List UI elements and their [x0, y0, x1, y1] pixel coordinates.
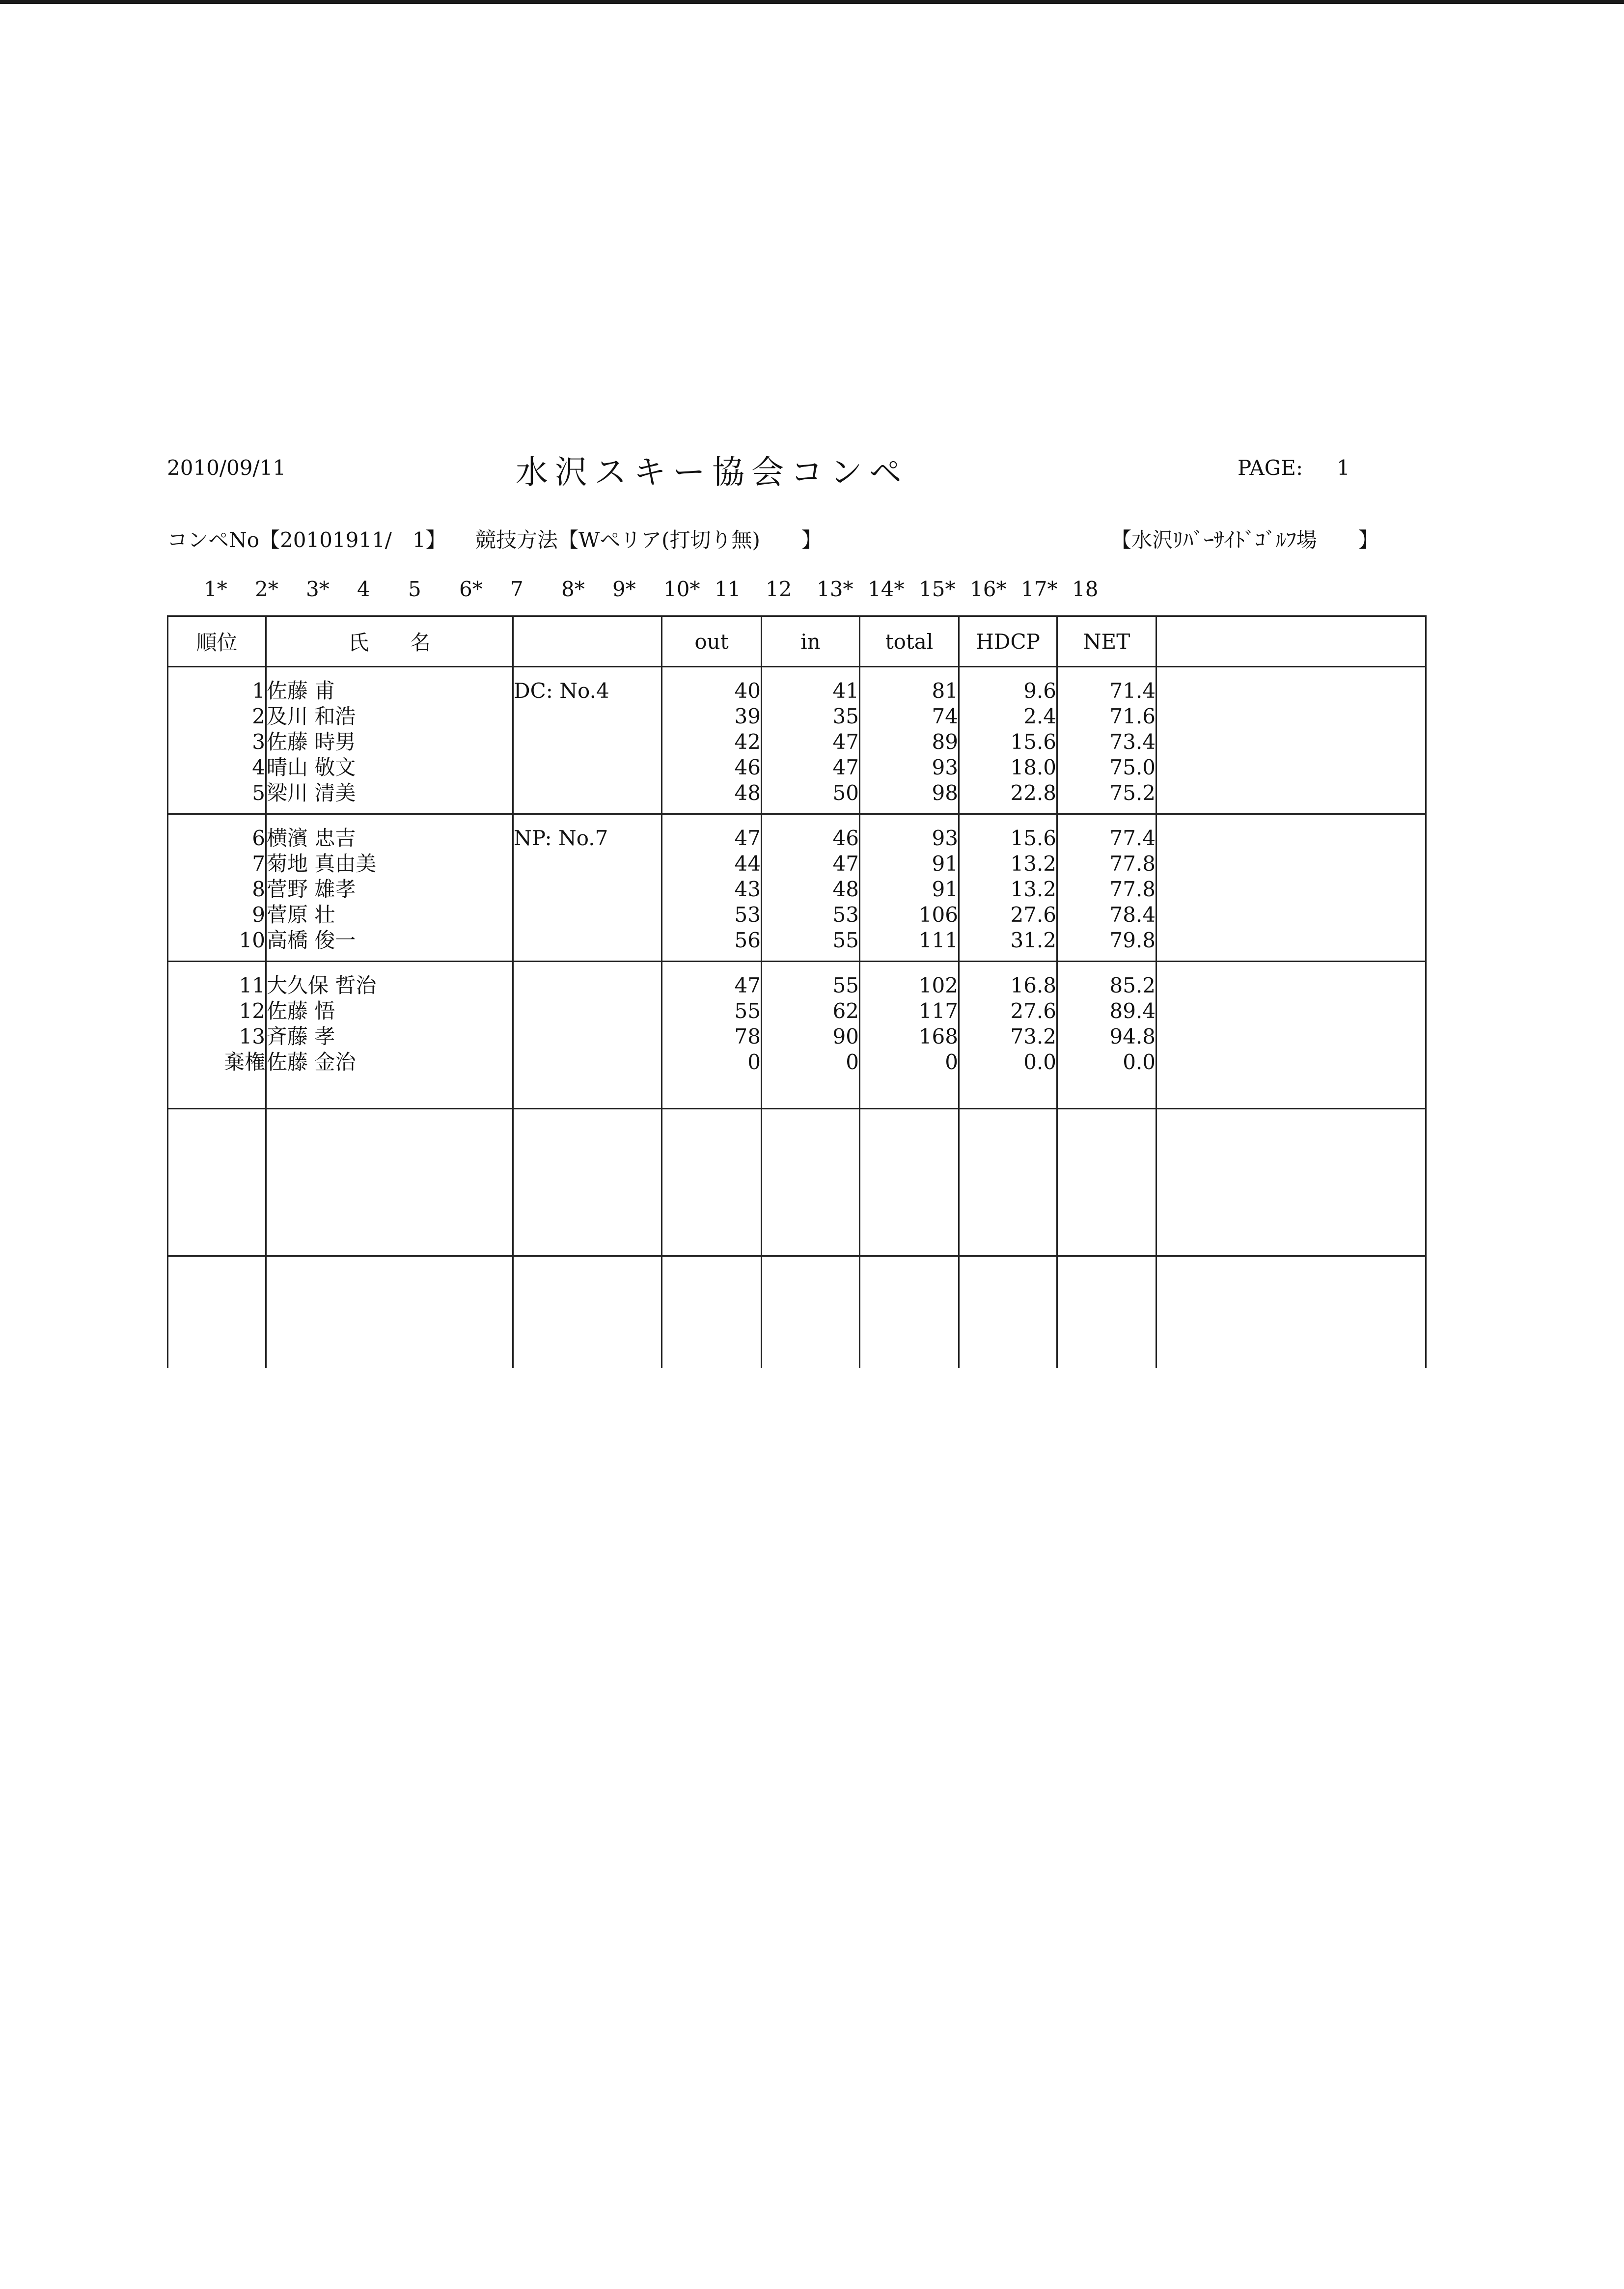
player-name-cell [266, 1109, 513, 1256]
player-name: 大久保 哲治 [267, 973, 377, 997]
note-cell [513, 1109, 662, 1256]
result-group-row [168, 1256, 1426, 1368]
result-group-row [168, 962, 1426, 1109]
extra-cell [1156, 1256, 1426, 1368]
rank-cell [168, 1256, 266, 1368]
col-out-header: out [662, 616, 762, 667]
in-score: 50 [832, 781, 859, 805]
hdcp: 0.0 [1023, 1050, 1056, 1074]
total-score-cell [860, 1109, 959, 1256]
out-score: 55 [734, 999, 761, 1023]
player-name: 菅野 雄孝 [267, 877, 356, 901]
note-cell [513, 814, 662, 962]
player-name: 梁川 清美 [267, 781, 356, 805]
net-score: 77.4 [1109, 826, 1156, 850]
hdcp: 73.2 [1010, 1024, 1056, 1048]
hdcp-cell [959, 814, 1057, 962]
extra-cell [1156, 1109, 1426, 1256]
rank-cell [168, 962, 266, 1109]
rank: 11 [239, 973, 265, 997]
col-total-header: total [860, 616, 959, 667]
hdcp: 2.4 [1023, 704, 1056, 728]
total-score: 91 [932, 852, 958, 876]
out-score: 39 [734, 704, 761, 728]
report-title: 水沢スキー協会コンペ [516, 453, 908, 491]
net-score-cell [1057, 962, 1156, 1109]
player-name: 横濱 忠吉 [267, 826, 356, 850]
out-score-cell [662, 1256, 762, 1368]
course-name: 【水沢ﾘﾊﾞｰｻｲﾄﾞｺﾞﾙﾌ場 】 [1111, 528, 1379, 552]
hole-label: 16* [970, 577, 1007, 601]
rank: 4 [252, 755, 265, 779]
total-score: 168 [918, 1024, 958, 1048]
out-score: 40 [734, 679, 761, 703]
extra-cell [1156, 962, 1426, 1109]
in-score: 55 [832, 973, 859, 997]
rank: 5 [252, 781, 265, 805]
player-name: 斉藤 孝 [267, 1024, 335, 1048]
hole-label: 9* [612, 577, 636, 601]
in-score: 47 [832, 852, 859, 876]
in-score: 53 [832, 903, 859, 927]
net-score: 94.8 [1109, 1024, 1156, 1048]
hole-label: 10* [663, 577, 700, 601]
net-score: 75.0 [1109, 755, 1156, 779]
out-score: 53 [734, 903, 761, 927]
in-score: 62 [832, 999, 859, 1023]
hdcp: 9.6 [1023, 679, 1056, 703]
total-score: 81 [932, 679, 958, 703]
hole-label: 3* [306, 577, 330, 601]
out-score: 78 [734, 1024, 761, 1048]
in-score: 47 [832, 755, 859, 779]
hdcp: 13.2 [1010, 877, 1056, 901]
hole-label: 8* [561, 577, 585, 601]
col-name-header: 氏 名 [266, 616, 513, 667]
hdcp: 27.6 [1010, 903, 1056, 927]
total-score: 111 [918, 928, 958, 952]
hdcp-cell [959, 962, 1057, 1109]
page-label: PAGE: [1238, 456, 1303, 480]
player-name-cell [266, 962, 513, 1109]
player-name: 晴山 敬文 [267, 755, 356, 779]
hdcp: 16.8 [1010, 973, 1056, 997]
in-score: 90 [832, 1024, 859, 1048]
net-score: 73.4 [1109, 730, 1156, 754]
hole-label: 12 [766, 577, 792, 601]
hole-label: 18 [1072, 577, 1099, 601]
competition-method: 競技方法【Wペリア(打切り無) 】 [475, 528, 822, 552]
group-note [514, 1268, 661, 1293]
out-score-cell [662, 667, 762, 814]
rank: 13 [239, 1024, 265, 1048]
out-score: 47 [734, 826, 761, 850]
net-score-cell [1057, 814, 1156, 962]
total-score-cell [860, 667, 959, 814]
hdcp-cell [959, 667, 1057, 814]
hdcp: 31.2 [1010, 928, 1056, 952]
hole-label: 13* [817, 577, 853, 601]
rank-cell [168, 1109, 266, 1256]
header-row [168, 616, 1426, 667]
rank-cell [168, 814, 266, 962]
player-name: 高橋 俊一 [267, 928, 356, 952]
results-table [167, 615, 1427, 1368]
rank: 3 [252, 730, 265, 754]
hole-label: 15* [919, 577, 956, 601]
player-name: 佐藤 悟 [267, 999, 335, 1023]
player-name: 佐藤 金治 [267, 1050, 356, 1074]
report-date: 2010/09/11 [167, 456, 286, 480]
net-score: 71.4 [1109, 679, 1156, 703]
result-group-row [168, 667, 1426, 814]
rank-cell [168, 667, 266, 814]
rank: 10 [239, 928, 265, 952]
out-score: 42 [734, 730, 761, 754]
net-score: 71.6 [1109, 704, 1156, 728]
note-cell [513, 1256, 662, 1368]
total-score-cell [860, 814, 959, 962]
out-score: 56 [734, 928, 761, 952]
in-score-cell [762, 667, 860, 814]
total-score: 0 [945, 1050, 958, 1074]
player-name: 佐藤 時男 [267, 730, 356, 754]
hole-label: 14* [868, 577, 905, 601]
out-score-cell [662, 814, 762, 962]
rank: 9 [252, 903, 265, 927]
rank: 7 [252, 852, 265, 876]
rank: 2 [252, 704, 265, 728]
col-extra-header [1156, 616, 1426, 667]
note-cell [513, 962, 662, 1109]
hole-label: 17* [1021, 577, 1058, 601]
total-score: 93 [932, 755, 958, 779]
hdcp: 13.2 [1010, 852, 1056, 876]
player-name: 及川 和浩 [267, 704, 356, 728]
total-score: 106 [918, 903, 958, 927]
net-score-cell [1057, 1109, 1156, 1256]
rank: 棄権 [223, 1050, 265, 1074]
player-name-cell [266, 667, 513, 814]
hole-label: 5 [408, 577, 421, 601]
in-score-cell [762, 1256, 860, 1368]
player-name: 菊地 真由美 [267, 852, 377, 876]
in-score: 55 [832, 928, 859, 952]
hdcp: 15.6 [1010, 730, 1056, 754]
player-name-cell [266, 1256, 513, 1368]
out-score: 43 [734, 877, 761, 901]
out-score: 44 [734, 852, 761, 876]
rank: 6 [252, 826, 265, 850]
hdcp: 22.8 [1010, 781, 1056, 805]
player-name: 菅原 壮 [267, 903, 335, 927]
page-number: 1 [1337, 456, 1350, 480]
total-score-cell [860, 1256, 959, 1368]
hdcp-cell [959, 1256, 1057, 1368]
in-score: 47 [832, 730, 859, 754]
scan-top-edge [0, 0, 1624, 4]
net-score: 77.8 [1109, 877, 1156, 901]
out-score: 47 [734, 973, 761, 997]
result-group-row [168, 1109, 1426, 1256]
net-score-cell [1057, 1256, 1156, 1368]
player-name: 佐藤 甫 [267, 679, 335, 703]
group-note [514, 1120, 661, 1146]
extra-cell [1156, 814, 1426, 962]
extra-cell [1156, 667, 1426, 814]
in-score: 0 [846, 1050, 859, 1074]
net-score: 89.4 [1109, 999, 1156, 1023]
net-score: 78.4 [1109, 903, 1156, 927]
col-note-header [513, 616, 662, 667]
col-rank-header: 順位 [168, 616, 266, 667]
total-score: 74 [932, 704, 958, 728]
total-score: 93 [932, 826, 958, 850]
out-score-cell [662, 1109, 762, 1256]
total-score: 89 [932, 730, 958, 754]
group-note: NP: No.7 [514, 826, 608, 850]
hdcp: 15.6 [1010, 826, 1056, 850]
hdcp-cell [959, 1109, 1057, 1256]
rank: 8 [252, 877, 265, 901]
out-score-cell [662, 962, 762, 1109]
net-score: 77.8 [1109, 852, 1156, 876]
in-score-cell [762, 1109, 860, 1256]
col-hdcp-header: HDCP [959, 616, 1057, 667]
hole-label: 7 [510, 577, 523, 601]
hole-label: 2* [255, 577, 278, 601]
col-in-header: in [762, 616, 860, 667]
total-score: 102 [918, 973, 958, 997]
in-score: 35 [832, 704, 859, 728]
rank: 1 [252, 679, 265, 703]
in-score-cell [762, 814, 860, 962]
in-score: 41 [832, 679, 859, 703]
total-score: 117 [918, 999, 958, 1023]
net-score: 75.2 [1109, 781, 1156, 805]
net-score: 0.0 [1123, 1050, 1156, 1074]
total-score-cell [860, 962, 959, 1109]
hole-list [204, 577, 1123, 601]
net-score-cell [1057, 667, 1156, 814]
hole-label: 6* [459, 577, 483, 601]
player-name-cell [266, 814, 513, 962]
group-note [514, 973, 661, 998]
hole-label: 4 [357, 577, 370, 601]
col-net-header: NET [1057, 616, 1156, 667]
total-score: 91 [932, 877, 958, 901]
compe-number: コンペNo【20101911/ 1】 [167, 528, 446, 552]
in-score-cell [762, 962, 860, 1109]
out-score: 0 [747, 1050, 761, 1074]
out-score: 48 [734, 781, 761, 805]
hdcp: 27.6 [1010, 999, 1056, 1023]
out-score: 46 [734, 755, 761, 779]
net-score: 85.2 [1109, 973, 1156, 997]
in-score: 46 [832, 826, 859, 850]
hole-label: 1* [204, 577, 227, 601]
note-cell [513, 667, 662, 814]
hole-label: 11 [715, 577, 741, 601]
total-score: 98 [932, 781, 958, 805]
net-score: 79.8 [1109, 928, 1156, 952]
result-group-row [168, 814, 1426, 962]
hdcp: 18.0 [1010, 755, 1056, 779]
rank: 12 [239, 999, 265, 1023]
group-note: DC: No.4 [514, 679, 609, 703]
in-score: 48 [832, 877, 859, 901]
